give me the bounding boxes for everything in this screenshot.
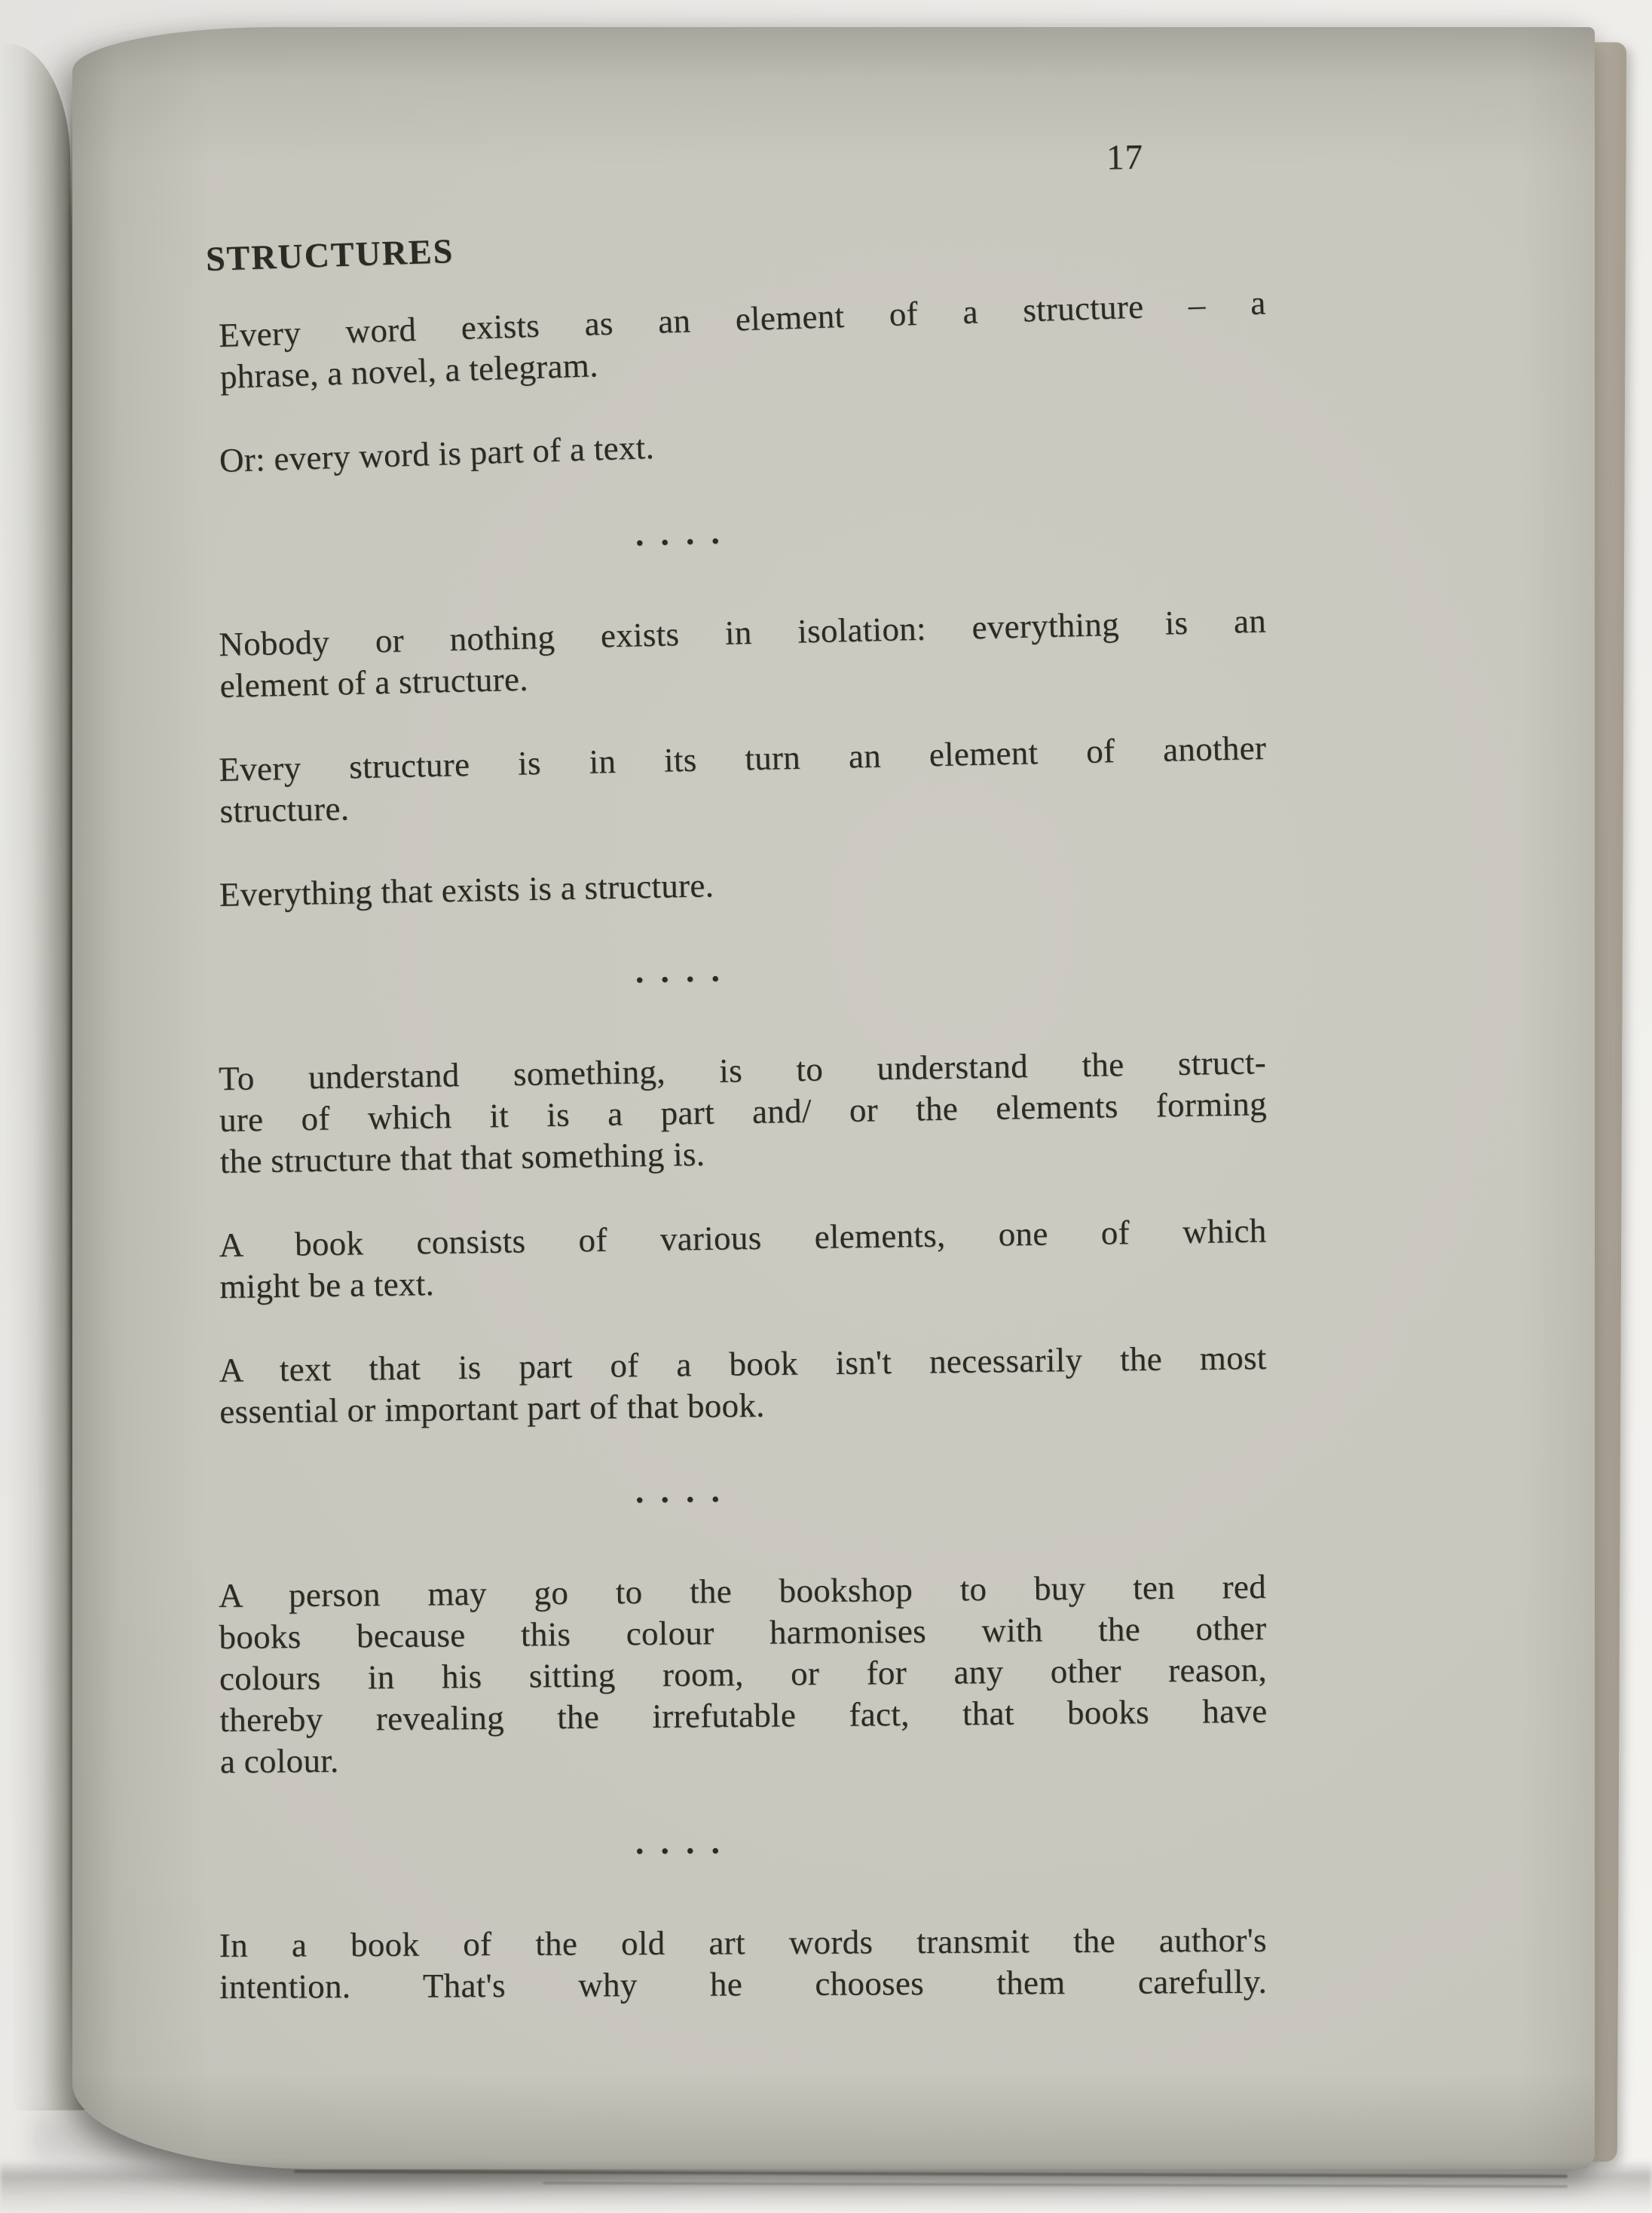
text-line: ure of which it is a part and/ or the elements forming bbox=[219, 1085, 1268, 1139]
paragraph bbox=[219, 854, 1267, 916]
book-page bbox=[72, 27, 1595, 2169]
section-divider: . . . . bbox=[635, 1823, 720, 1862]
paragraph bbox=[219, 600, 1268, 707]
text-line: might be a text. bbox=[219, 1265, 435, 1305]
text-line: A person may go to the bookshop to buy ten red bbox=[218, 1567, 1267, 1615]
text-line: books because this colour harmonises with the other bbox=[219, 1608, 1267, 1657]
text-line: Every word exists as an element of a structure – a bbox=[218, 283, 1267, 355]
text-line: Or: every word is part of a text. bbox=[219, 427, 655, 479]
text-line: colours in his sitting room, or for any other reason, bbox=[219, 1650, 1268, 1697]
paragraph bbox=[219, 1042, 1268, 1183]
paragraph bbox=[219, 1566, 1268, 1783]
text-line: In a book of the old art words transmit the author's bbox=[219, 1921, 1267, 1964]
text-line: To understand something, is to understand the struct- bbox=[218, 1043, 1267, 1098]
page-title: STRUCTURES bbox=[205, 231, 455, 279]
text-line: Nobody or nothing exists in isolation: everything is an bbox=[218, 601, 1267, 664]
section-divider: . . . . bbox=[635, 1471, 720, 1511]
section-divider: . . . . bbox=[635, 950, 721, 990]
text-line: Everything that exists is a structure. bbox=[219, 866, 714, 914]
paragraph bbox=[218, 282, 1268, 398]
paragraph bbox=[219, 1211, 1267, 1308]
text-line: intention. That's why he chooses them carefully. bbox=[219, 1962, 1268, 2006]
text-line: structure. bbox=[219, 789, 350, 830]
text-line: a colour. bbox=[219, 1741, 339, 1780]
page-content bbox=[72, 27, 1595, 2169]
text-line: element of a structure. bbox=[219, 660, 529, 705]
text-line: thereby revealing the irrefutable fact, that books have bbox=[219, 1691, 1268, 1739]
text-line: A text that is part of a book isn't necessarily the most bbox=[219, 1339, 1267, 1390]
text-line: Every structure is in its turn an element of another bbox=[218, 728, 1267, 789]
text-line: essential or important part of that book. bbox=[219, 1386, 765, 1431]
paragraph bbox=[219, 727, 1268, 832]
paragraph bbox=[219, 1920, 1268, 2008]
text-line: phrase, a novel, a telegram. bbox=[219, 346, 599, 396]
paragraph bbox=[219, 1337, 1267, 1433]
paragraph bbox=[219, 407, 1267, 482]
text-line: the structure that that something is. bbox=[219, 1134, 705, 1180]
section-divider: . . . . bbox=[635, 513, 721, 553]
book-drop-shadow bbox=[0, 2160, 1652, 2213]
page-number: 17 bbox=[1106, 137, 1144, 178]
text-line: A book consists of various elements, one of which bbox=[219, 1211, 1267, 1265]
text-column bbox=[218, 283, 1268, 2050]
